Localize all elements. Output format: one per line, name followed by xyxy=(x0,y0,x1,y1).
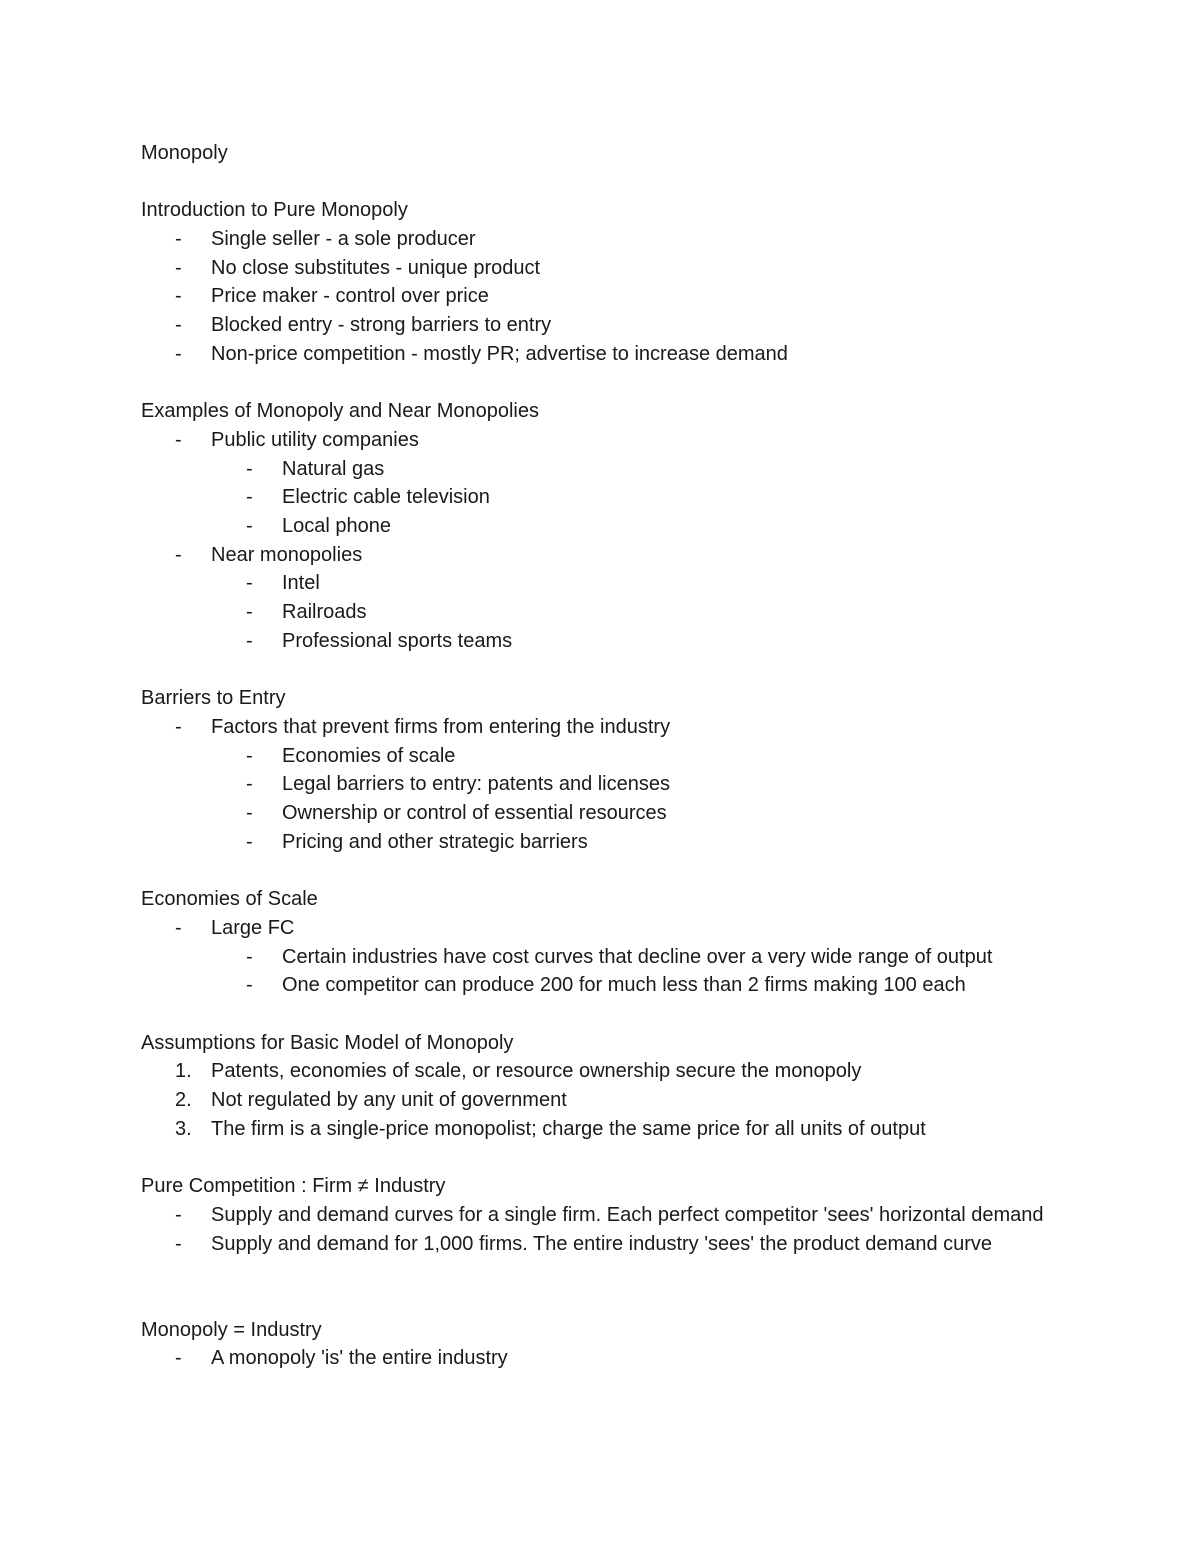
spacer xyxy=(141,656,1081,685)
section-heading: Economies of Scale xyxy=(141,888,318,911)
sub-list-item: - Natural gas xyxy=(141,455,1081,484)
list-item: - No close substitutes - unique product xyxy=(141,254,1081,283)
section-heading: Pure Competition : Firm ≠ Industry xyxy=(141,1175,446,1198)
bullet-marker: - xyxy=(246,515,253,538)
section-heading: Barriers to Entry xyxy=(141,687,286,710)
spacer xyxy=(141,1287,1081,1316)
sub-list-item: - Railroads xyxy=(141,598,1081,627)
bullet-marker: - xyxy=(246,601,253,624)
spacer xyxy=(141,856,1081,885)
numbered-item: 3. The firm is a single-price monopolist; charge the same price for all units of output xyxy=(141,1115,1081,1144)
bullet-marker: - xyxy=(246,486,253,509)
section-examples xyxy=(141,397,1081,655)
numbered-list xyxy=(141,1057,1081,1143)
bullet-marker: - xyxy=(175,916,182,939)
bullet-marker: - xyxy=(246,572,253,595)
sub-list-item: - Legal barriers to entry: patents and licenses xyxy=(141,770,1081,799)
bullet-marker: - xyxy=(246,974,253,997)
sub-list-item: - Electric cable television xyxy=(141,483,1081,512)
bullet-marker: - xyxy=(175,1347,182,1370)
sub-list-item: - One competitor can produce 200 for much less than 2 firms making 100 each xyxy=(141,971,1081,1000)
section-intro xyxy=(141,196,1081,368)
bullet-marker: - xyxy=(246,773,253,796)
bullet-marker: - xyxy=(175,1232,182,1255)
bullet-marker: - xyxy=(175,1203,182,1226)
sub-list-item: - Ownership or control of essential resources xyxy=(141,799,1081,828)
list-item: - Factors that prevent firms from entering the industry xyxy=(141,713,1081,742)
bullet-marker: - xyxy=(246,945,253,968)
bullet-marker: - xyxy=(175,314,182,337)
document-page xyxy=(141,139,1081,1373)
bullet-marker: - xyxy=(175,285,182,308)
list-item: - Blocked entry - strong barriers to entry xyxy=(141,311,1081,340)
number-marker: 2. xyxy=(175,1089,192,1112)
list-item: - Near monopolies xyxy=(141,541,1081,570)
list-item: - Supply and demand for 1,000 firms. The entire industry 'sees' the product demand curve xyxy=(141,1230,1081,1259)
bullet-marker: - xyxy=(175,256,182,279)
section-economies-of-scale xyxy=(141,885,1081,1000)
bullet-list xyxy=(141,1201,1081,1258)
section-monopoly-industry xyxy=(141,1316,1081,1373)
sub-list-item: - Pricing and other strategic barriers xyxy=(141,828,1081,857)
sub-list-item: - Intel xyxy=(141,569,1081,598)
bullet-marker: - xyxy=(175,228,182,251)
list-item: - A monopoly 'is' the entire industry xyxy=(141,1344,1081,1373)
bullet-list xyxy=(141,914,1081,1000)
bullet-list xyxy=(141,426,1081,656)
bullet-marker: - xyxy=(175,543,182,566)
section-heading: Monopoly = Industry xyxy=(141,1318,322,1341)
bullet-marker: - xyxy=(246,629,253,652)
sub-list-item: - Professional sports teams xyxy=(141,627,1081,656)
document-title: Monopoly xyxy=(141,142,228,164)
bullet-marker: - xyxy=(175,428,182,451)
bullet-marker: - xyxy=(246,830,253,853)
section-assumptions xyxy=(141,1029,1081,1144)
bullet-marker: - xyxy=(246,457,253,480)
section-heading: Introduction to Pure Monopoly xyxy=(141,199,408,222)
list-item: - Non-price competition - mostly PR; advertise to increase demand xyxy=(141,340,1081,369)
spacer xyxy=(141,1000,1081,1029)
bullet-marker: - xyxy=(246,802,253,825)
list-item: - Supply and demand curves for a single firm. Each perfect competitor 'sees' horizontal demand xyxy=(141,1201,1081,1230)
list-item: - Price maker - control over price xyxy=(141,282,1081,311)
bullet-list xyxy=(141,1344,1081,1373)
sub-list-item: - Certain industries have cost curves that decline over a very wide range of output xyxy=(141,943,1081,972)
bullet-marker: - xyxy=(175,715,182,738)
section-pure-competition xyxy=(141,1172,1081,1258)
numbered-item: 1. Patents, economies of scale, or resource ownership secure the monopoly xyxy=(141,1057,1081,1086)
number-marker: 3. xyxy=(175,1117,192,1140)
spacer xyxy=(141,1143,1081,1172)
numbered-item: 2. Not regulated by any unit of government xyxy=(141,1086,1081,1115)
list-item: - Single seller - a sole producer xyxy=(141,225,1081,254)
bullet-list xyxy=(141,713,1081,857)
list-item: - Large FC xyxy=(141,914,1081,943)
section-barriers xyxy=(141,684,1081,856)
spacer xyxy=(141,369,1081,398)
bullet-marker: - xyxy=(175,342,182,365)
number-marker: 1. xyxy=(175,1060,192,1083)
sub-list-item: - Economies of scale xyxy=(141,742,1081,771)
spacer xyxy=(141,1258,1081,1287)
list-item: - Public utility companies xyxy=(141,426,1081,455)
bullet-list xyxy=(141,225,1081,369)
section-heading: Examples of Monopoly and Near Monopolies xyxy=(141,400,539,423)
bullet-marker: - xyxy=(246,744,253,767)
sub-list-item: - Local phone xyxy=(141,512,1081,541)
section-heading: Assumptions for Basic Model of Monopoly xyxy=(141,1031,514,1054)
spacer xyxy=(141,168,1081,197)
